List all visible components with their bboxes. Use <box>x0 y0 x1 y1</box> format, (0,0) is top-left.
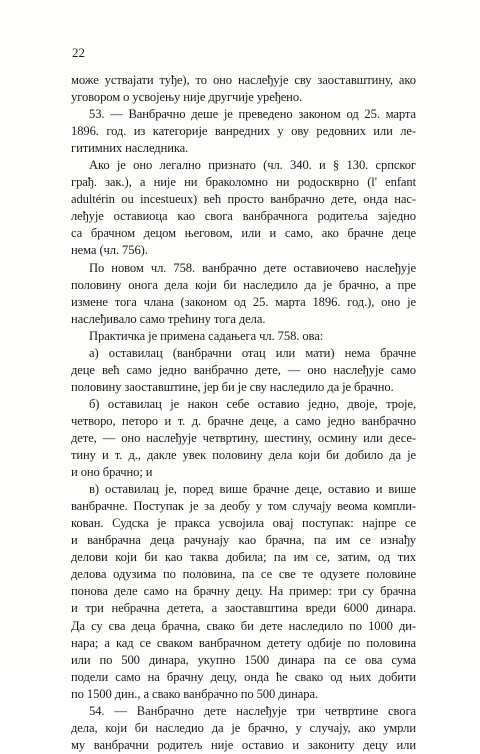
text-line: 53. — Ванбрачно деше је преведено законом од 25. марта <box>89 107 416 122</box>
text-line: половину онога дела који би наследило да је брачно, а пре <box>71 277 416 292</box>
text-line: Ако је оно легално признато (чл. 340. и § 130. српског <box>89 158 416 173</box>
body-text <box>71 72 416 754</box>
text-line: или по 500 динара, укупно 1500 динара па се ова сума <box>71 652 416 667</box>
text-line: adultérin ou incestueux) већ просто ванбрачно дете, онда нас- <box>71 192 416 207</box>
text-line: подели само на брачну децу, онда ће свако од њих добити <box>71 669 416 684</box>
text-line: и оно брачно; и <box>71 465 153 480</box>
text-line: понова деле само на брачну децу. На пример: три су брачна <box>71 584 416 599</box>
text-line: наслеђивало само трећину тога дела. <box>71 311 266 326</box>
text-line: и три небрачна детета, а заоставштина вреди 6000 динара. <box>71 601 416 616</box>
text-line: уговором о усвојењу није другчије уређено. <box>71 90 303 105</box>
text-line: Практичка је примена садањега чл. 758. ова: <box>89 328 324 343</box>
text-line: четворо, петоро и т. д. брачне деце, а само једно ванбрачно <box>71 413 416 428</box>
text-line: може уствајати туђе), то оно наслеђује сву заоставштину, ако <box>71 73 416 87</box>
text-line: делова одузима по половина, па се све те одузете половине <box>71 567 416 582</box>
text-line: леђује оставиоца као свога ванбрачнога родитеља заједно <box>71 209 416 224</box>
text-line: са брачном децом његовом, или и само, ако брачне деце <box>71 226 416 241</box>
text-line: дете, — оно наслеђује четвртину, шестину, осмину или десе- <box>71 430 416 445</box>
text-line: нара; а кад се сваком ванбрачном детету одбије по половина <box>71 635 416 650</box>
text-line: делови који би као таква добила; па им се, затим, од тих <box>71 550 416 565</box>
text-line: му ванбрачни родитељ није оставио и закониту децу или <box>71 737 416 752</box>
text-line: По новом чл. 758. ванбрачно дете оставиочево наслеђује <box>89 260 416 275</box>
text-line: 54. — Ванбрачно дете наслеђује три четвртине свога <box>89 703 416 718</box>
text-line: а) оставилац (ванбрачни отац или мати) нема брачне <box>89 345 416 360</box>
text-line: по 1500 дин., а свако ванбрачно по 500 динара. <box>71 686 319 701</box>
text-line: деце већ само једно ванбрачно дете, — оно наслеђује само <box>71 362 416 377</box>
text-line: кован. Судска је пракса усвојила овај поступак: најпре се <box>71 516 416 531</box>
text-line: нема (чл. 756). <box>71 243 148 258</box>
page-number: 22 <box>72 45 85 60</box>
text-line: б) оставилац је након себе оставио једно, двоје, троје, <box>89 396 416 411</box>
text-line: ванбрачне. Поступак је за деобу у том случају веома компли- <box>71 499 416 514</box>
text-line: тину и т. д., дакле увек половину дела који би добило да је <box>71 448 416 463</box>
text-line: гитимних наследника. <box>71 141 189 156</box>
text-line: и ванбрачна деца рачунају као брачна, па им се изнађу <box>71 533 416 548</box>
text-line: грађ. зак.), а није ни браколомно ни родоскврно (l' enfant <box>71 175 416 190</box>
text-line: дела, који би наследио да је брачно, у случају, ако умрли <box>71 720 416 735</box>
text-line: половину заоставштине, јер би је сву наследило да је брачно. <box>71 379 394 394</box>
text-line: 1896. год. из категорије ванредних у ову редовних или ле- <box>71 124 416 139</box>
text-line: в) оставилац је, поред више брачне деце, оставио и више <box>89 482 416 497</box>
text-line: измене тога члана (законом од 25. марта 1896. год.), оно је <box>71 294 416 309</box>
text-line: Да су сва деца брачна, свако би дете наследило по 1000 ди- <box>71 618 416 633</box>
